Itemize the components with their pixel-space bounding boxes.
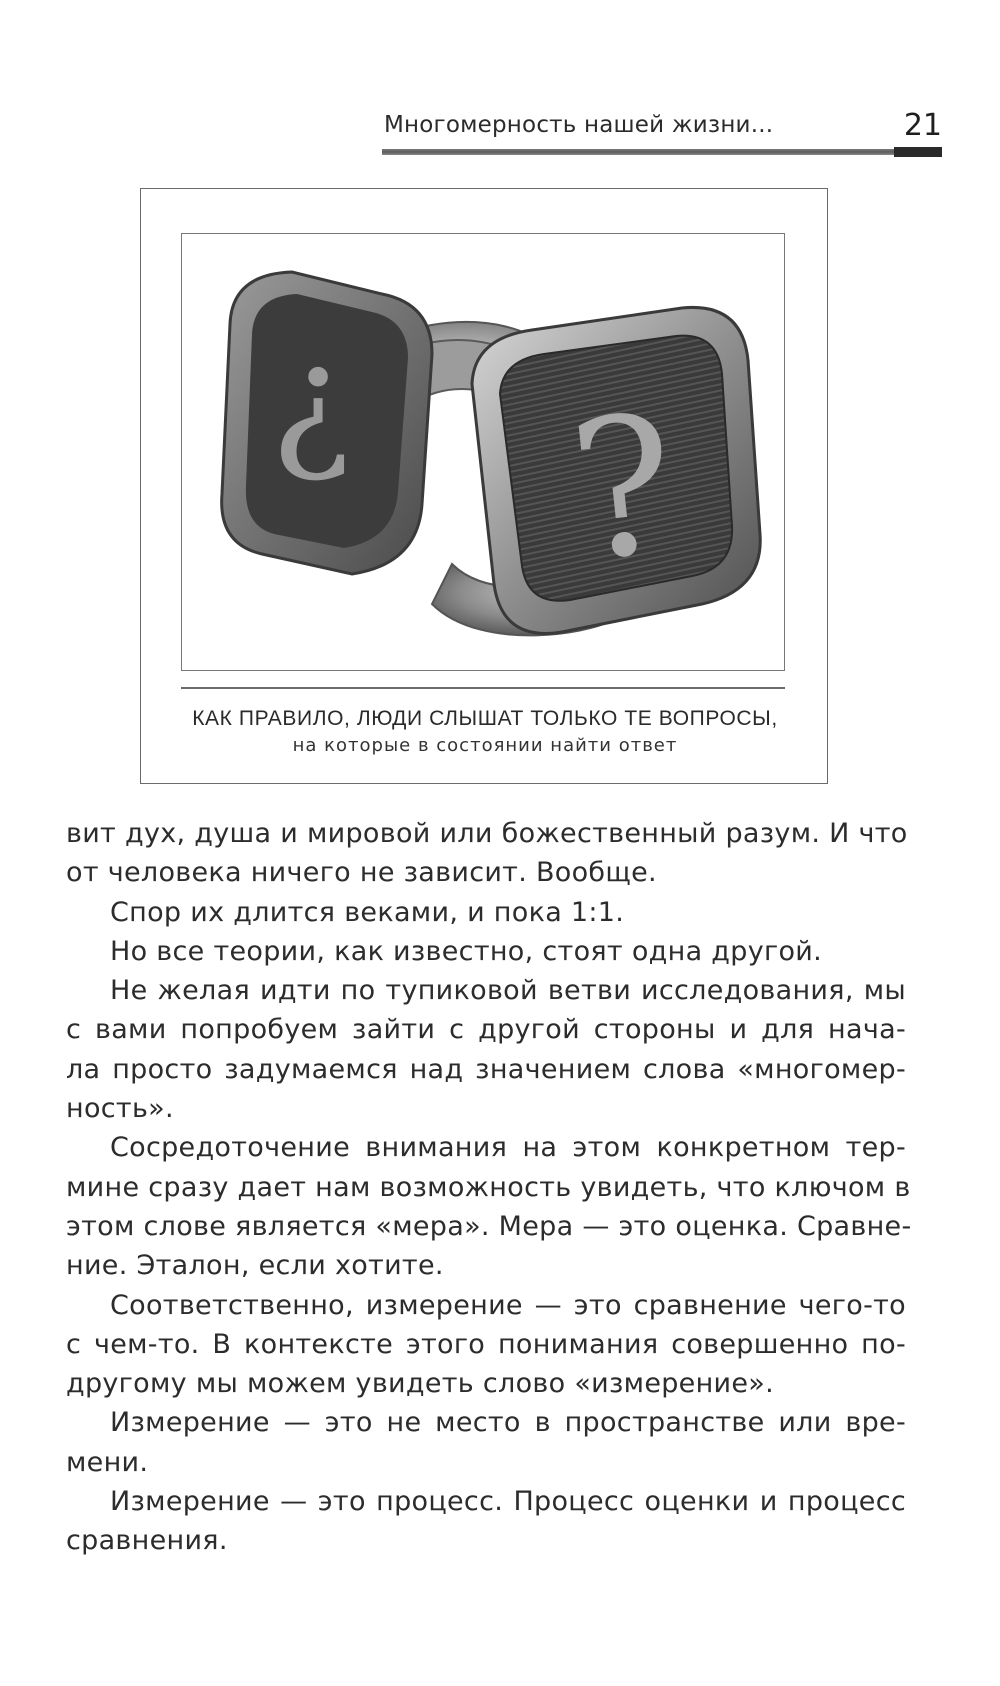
caption-divider [181,687,785,689]
question-mark-icon: ? [561,373,686,604]
text-line: Измерение — это не место в пространстве или вре- [110,1407,906,1439]
text-line: Спор их длится веками, и пока 1:1. [110,896,625,928]
right-signet-face [472,307,760,633]
text-line: мени. [66,1446,149,1478]
caption-line-1: КАК ПРАВИЛО, ЛЮДИ СЛЫШАТ ТОЛЬКО ТЕ ВОПРОСЫ, [192,707,778,730]
header-rule-end [894,147,942,157]
text-line: мине сразу дает нам возможность увидеть, что ключом в [66,1171,911,1203]
inverted-question-mark-icon: ? [273,333,355,507]
caption-line-2: на которые в состоянии найти ответ [292,735,678,756]
text-line: с вами попробуем зайти с другой стороны и для нача- [66,1014,906,1046]
text-line: ность». [66,1093,174,1125]
text-line: другому мы можем увидеть слово «измерение». [66,1368,775,1400]
left-signet-face [222,272,432,574]
text-line: с чем-то. В контексте этого понимания совершенно по- [66,1328,906,1360]
text-line: Не желая идти по тупиковой ветви исследования, мы [110,975,906,1007]
running-header [382,104,942,156]
text-line: сравнения. [66,1525,228,1557]
text-line: этом слове является «мера». Мера — это оценка. Сравне- [66,1210,912,1242]
page-number: 21 [903,108,942,143]
running-header-title: Многомерность нашей жизни... [384,112,774,138]
figure-frame [140,188,828,784]
ring-illustration [182,234,783,669]
text-line: Сосредоточение внимания на этом конкретном тер- [110,1132,906,1164]
body-text [66,814,912,1561]
text-line: от человека ничего не зависит. Вообще. [66,857,657,889]
text-line: вит дух, душа и мировой или божественный разум. И что [66,818,908,849]
text-line: Измерение — это процесс. Процесс оценки и процесс [110,1486,906,1518]
header-rule [382,149,902,155]
figure-image-ring [181,233,785,671]
text-line: ние. Эталон, если хотите. [66,1250,444,1282]
text-line: ла просто задумаемся над значением слова «многомер- [66,1053,906,1085]
text-line: Но все теории, как известно, стоят одна другой. [110,935,823,967]
figure-caption [141,705,829,759]
text-line: Соответственно, измерение — это сравнение чего-то [110,1289,906,1321]
